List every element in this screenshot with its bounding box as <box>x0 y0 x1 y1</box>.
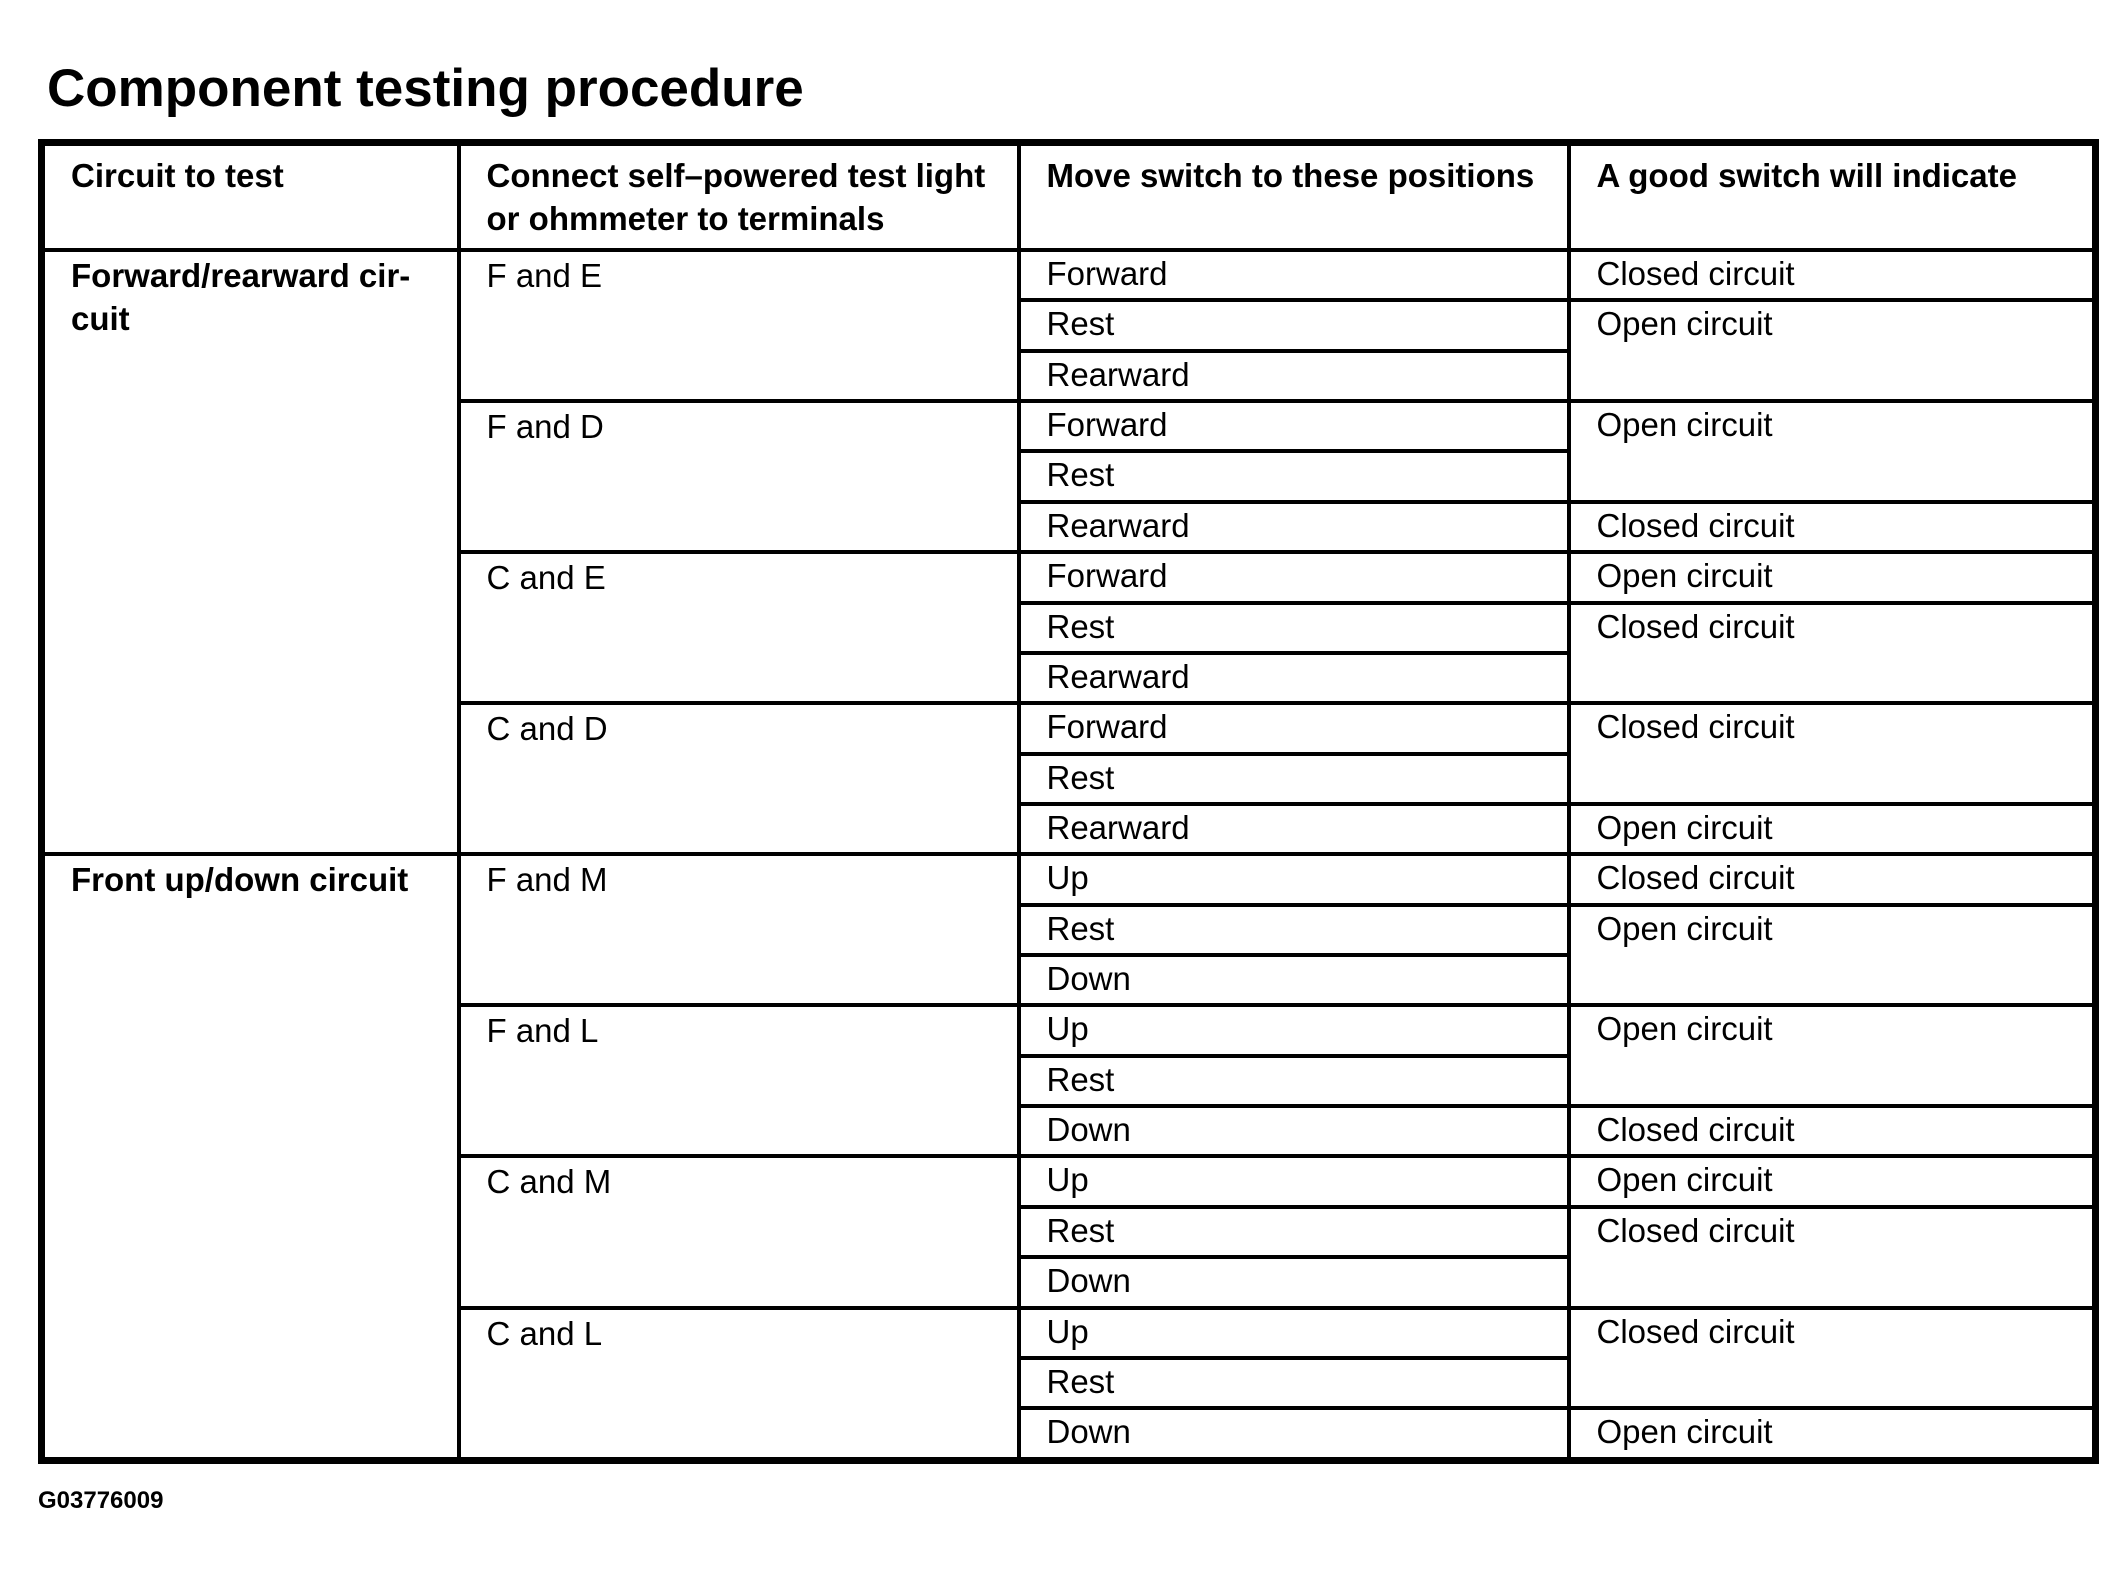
terminals-cell: C and M <box>459 1156 1019 1307</box>
switch-position-cell: Rest <box>1019 603 1569 653</box>
switch-position-cell: Rest <box>1019 1358 1569 1408</box>
header-switch-positions: Move switch to these positions <box>1019 143 1569 251</box>
switch-position-cell: Rearward <box>1019 351 1569 401</box>
component-test-table <box>38 139 2099 1464</box>
switch-position-cell: Down <box>1019 955 1569 1005</box>
switch-position-cell: Up <box>1019 854 1569 904</box>
switch-position-cell: Down <box>1019 1106 1569 1156</box>
switch-position-cell: Rearward <box>1019 804 1569 854</box>
switch-position-cell: Rest <box>1019 300 1569 350</box>
header-circuit-to-test: Circuit to test <box>42 143 459 251</box>
circuit-name-cell: Forward/rearward cir-cuit <box>42 250 459 854</box>
switch-position-cell: Down <box>1019 1257 1569 1307</box>
page-title: Component testing procedure <box>47 59 804 118</box>
circuit-name-cell: Front up/down circuit <box>42 854 459 1460</box>
terminals-cell: C and L <box>459 1308 1019 1461</box>
indication-cell: Closed circuit <box>1569 1106 2096 1156</box>
switch-position-cell: Forward <box>1019 552 1569 602</box>
switch-position-cell: Rest <box>1019 1207 1569 1257</box>
terminals-cell: F and E <box>459 250 1019 401</box>
indication-cell: Closed circuit <box>1569 603 2096 704</box>
indication-cell: Open circuit <box>1569 401 2096 502</box>
indication-cell: Open circuit <box>1569 300 2096 401</box>
switch-position-cell: Rest <box>1019 451 1569 501</box>
terminals-cell: F and L <box>459 1005 1019 1156</box>
terminals-cell: F and D <box>459 401 1019 552</box>
header-connect-terminals: Connect self–powered test light or ohmmeter to terminals <box>459 143 1019 251</box>
indication-cell: Closed circuit <box>1569 1207 2096 1308</box>
switch-position-cell: Rest <box>1019 1056 1569 1106</box>
indication-cell: Open circuit <box>1569 804 2096 854</box>
terminals-cell: F and M <box>459 854 1019 1005</box>
header-good-switch-indication: A good switch will indicate <box>1569 143 2096 251</box>
indication-cell: Closed circuit <box>1569 1308 2096 1409</box>
indication-cell: Open circuit <box>1569 552 2096 602</box>
switch-position-cell: Rest <box>1019 905 1569 955</box>
table-header <box>42 143 2096 251</box>
terminals-cell: C and D <box>459 703 1019 854</box>
figure-code: G03776009 <box>38 1487 164 1514</box>
indication-cell: Open circuit <box>1569 1408 2096 1460</box>
switch-position-cell: Up <box>1019 1156 1569 1206</box>
table-row <box>42 854 2096 904</box>
table-body <box>42 250 2096 1461</box>
indication-cell: Closed circuit <box>1569 502 2096 552</box>
indication-cell: Open circuit <box>1569 1005 2096 1106</box>
indication-cell: Closed circuit <box>1569 250 2096 300</box>
table-row <box>42 250 2096 300</box>
header-row <box>42 143 2096 251</box>
switch-position-cell: Rearward <box>1019 502 1569 552</box>
switch-position-cell: Down <box>1019 1408 1569 1460</box>
switch-position-cell: Up <box>1019 1005 1569 1055</box>
switch-position-cell: Rest <box>1019 754 1569 804</box>
indication-cell: Closed circuit <box>1569 854 2096 904</box>
indication-cell: Open circuit <box>1569 1156 2096 1206</box>
switch-position-cell: Forward <box>1019 401 1569 451</box>
switch-position-cell: Forward <box>1019 703 1569 753</box>
indication-cell: Closed circuit <box>1569 703 2096 804</box>
indication-cell: Open circuit <box>1569 905 2096 1006</box>
switch-position-cell: Rearward <box>1019 653 1569 703</box>
terminals-cell: C and E <box>459 552 1019 703</box>
switch-position-cell: Forward <box>1019 250 1569 300</box>
switch-position-cell: Up <box>1019 1308 1569 1358</box>
